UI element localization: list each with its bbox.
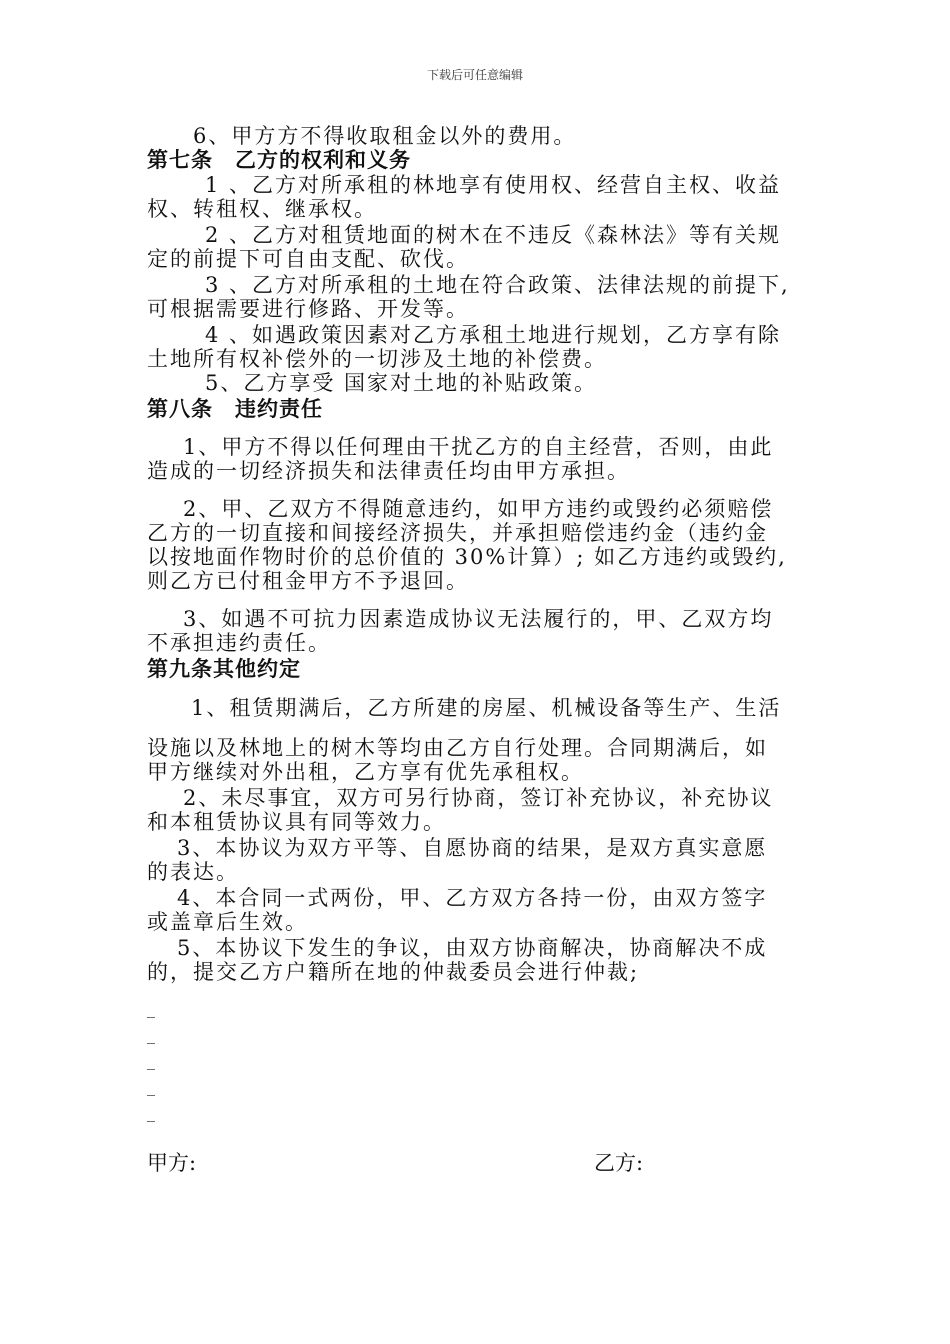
clause-line: 4 、如遇政策因素对乙方承租土地进行规划，乙方享有除 xyxy=(205,323,782,347)
clause-line: 4、本合同一式两份，甲、乙方双方各持一份，由双方签字 xyxy=(177,886,768,910)
blank-lines xyxy=(147,996,817,1126)
blank-line: _ xyxy=(147,1077,155,1096)
clause-line: 以按地面作物时价的总价值的 30%计算）; 如乙方违约或毁约, xyxy=(147,545,787,569)
clause-line: 定的前提下可自由支配、砍伐。 xyxy=(147,247,469,271)
clause-line: 2、甲、乙双方不得随意违约，如甲方违约或毁约必须赔偿 xyxy=(183,497,774,521)
clause-line: 5、乙方享受 国家对土地的补贴政策。 xyxy=(205,371,598,395)
clause-line: 1、甲方不得以任何理由干扰乙方的自主经营，否则，由此 xyxy=(183,435,774,459)
clause-line: 3 、乙方对所承租的土地在符合政策、法律法规的前提下, xyxy=(205,273,790,297)
clause-line: 或盖章后生效。 xyxy=(147,910,308,934)
clause-line: 2、未尽事宜，双方可另行协商，签订补充协议，补充协议 xyxy=(183,786,774,810)
clause-line: 和本租赁协议具有同等效力。 xyxy=(147,810,446,834)
clause-line: 权、转租权、继承权。 xyxy=(147,197,377,221)
clause-line: 则乙方已付租金甲方不予退回。 xyxy=(147,569,469,593)
party-b-signature-label: 乙方: xyxy=(594,1151,644,1175)
clause-line: 设施以及林地上的树木等均由乙方自行处理。合同期满后，如 xyxy=(147,736,768,760)
clause-line: 3、本协议为双方平等、自愿协商的结果，是双方真实意愿 xyxy=(177,836,768,860)
clause-line: 土地所有权补偿外的一切涉及土地的补偿费。 xyxy=(147,347,607,371)
clause-line: 的，提交乙方户籍所在地的仲裁委员会进行仲裁; xyxy=(147,960,640,984)
clause-line: 不承担违约责任。 xyxy=(147,631,331,655)
clause-line: 1、租赁期满后，乙方所建的房屋、机械设备等生产、生活 xyxy=(191,696,782,720)
document-body xyxy=(147,124,817,1126)
clause-line: 1 、乙方对所承租的林地享有使用权、经营自主权、收益 xyxy=(205,173,782,197)
party-a-signature-label: 甲方: xyxy=(147,1151,197,1175)
blank-line: _ xyxy=(147,1103,155,1122)
clause-line: 的表达。 xyxy=(147,860,239,884)
clause-line: 乙方的一切直接和间接经济损失，并承担赔偿违约金（违约金 xyxy=(147,521,768,545)
clause-line: 3、如遇不可抗力因素造成协议无法履行的，甲、乙双方均 xyxy=(183,607,774,631)
article-9-heading: 第九条其他约定 xyxy=(147,657,301,681)
clause-line: 2 、乙方对租赁地面的树木在不违反《森林法》等有关规 xyxy=(205,223,782,247)
blank-line: _ xyxy=(147,1051,155,1070)
clause-line: 6、甲方方不得收取租金以外的费用。 xyxy=(193,124,577,148)
clause-line: 可根据需要进行修路、开发等。 xyxy=(147,297,469,321)
blank-line: _ xyxy=(147,999,155,1018)
article-8-heading: 第八条 违约责任 xyxy=(147,397,323,421)
blank-line: _ xyxy=(147,1025,155,1044)
article-7-heading: 第七条 乙方的权利和义务 xyxy=(147,148,411,172)
clause-line: 甲方继续对外出租，乙方享有优先承租权。 xyxy=(147,760,584,784)
page-header-note: 下载后可任意编辑 xyxy=(426,68,523,82)
clause-line: 5、本协议下发生的争议，由双方协商解决，协商解决不成 xyxy=(177,936,768,960)
clause-line: 造成的一切经济损失和法律责任均由甲方承担。 xyxy=(147,459,630,483)
